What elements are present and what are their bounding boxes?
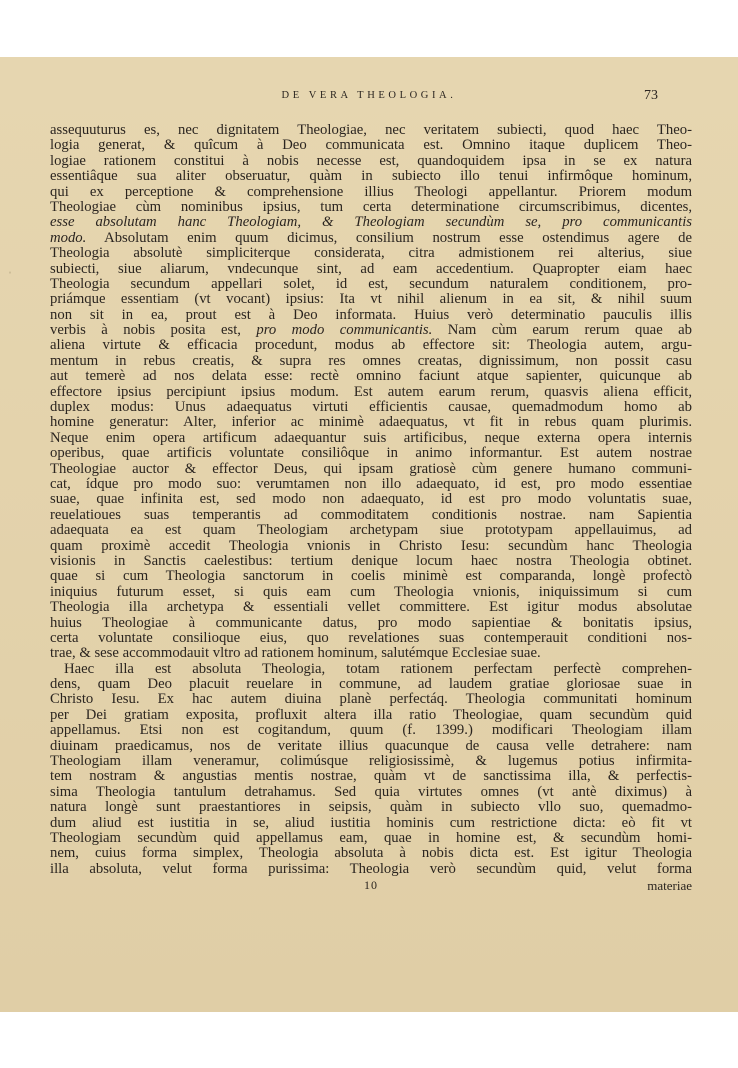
text-line: natura longè sunt praestantiores in seipsis, quàm in subiecto vllo suo, quemadmo- xyxy=(50,800,692,816)
text-line: Christo Iesu. Ex hac autem diuina planè perfectáq. Theologia communitati hominum xyxy=(50,692,692,708)
running-title: DE VERA THEOLOGIA. xyxy=(281,90,457,101)
text-line: adaequata ea est quam Theologiam archetypam siue prototypam appellauimus, ad xyxy=(50,523,692,539)
signature-mark: 10 xyxy=(364,878,378,893)
text-line: Theologia illa archetypa & essentiali vellet committere. Est igitur modus absolutae xyxy=(50,600,692,616)
margin-mark: ˌ xyxy=(8,260,12,274)
text-line: essentiâque sua aliter obseruatur, quàm in subiecto illo tenui infirmôque hominum, xyxy=(50,169,692,185)
italic-phrase: esse absolutam hanc Theologiam, & Theologiam secundùm se, pro communicantis xyxy=(50,215,692,231)
text-line: non sit in ea, prout est à Deo informata. Huius verò determinatio pauculis illis xyxy=(50,307,692,323)
text-line: huius Theologiae à communicante datus, pro modo sapientiae & bonitatis ipsius, xyxy=(50,615,692,631)
text-line: tem nostram & angustias mentis nostrae, quàm vt de sanctissima illa, & perfectis- xyxy=(50,769,692,785)
text-line: priámque essentiam (vt vocant) ipsius: Ita vt nihil alienum in ea sit, & nihil suum xyxy=(50,292,692,308)
text-line: iniquius futurum esset, si quis eam cum Theologia vnionis, iniquissimum si cum xyxy=(50,584,692,600)
text-line: modo. Absolutam enim quum dicimus, consilium nostrum esse ostendimus agere de xyxy=(50,230,692,246)
text-line: illa absoluta, velut forma purissima: Theologia verò secundùm quid, velut forma xyxy=(50,861,692,877)
italic-phrase: pro modo communicantis. xyxy=(256,323,433,339)
text-line: qui ex perceptione & comprehensione illius Theologi appellantur. Priorem modum xyxy=(50,184,692,200)
text-line: quam proximè accedit Theologia vnionis in Christo Iesu: secundùm hanc Theologia xyxy=(50,538,692,554)
book-page xyxy=(0,57,738,1012)
text-line: effectore ipsius percipiunt ipsius modum. Est autem earum rerum, quasvis aliena efficit, xyxy=(50,384,692,400)
catchword: materiae xyxy=(647,878,692,894)
text-line: assequuturus es, nec dignitatem Theologiae, nec veritatem subiecti, quod haec Theo- xyxy=(50,123,692,138)
text-line: aliena virtute & efficacia procedunt, modus ab effectore sit: Theologia autem, argu- xyxy=(50,338,692,354)
text-line: Neque enim opera artificum adaequantur suis artificibus, neque externa opera internis xyxy=(50,430,692,446)
text-line: dens, quam Deo placuit reuelare in commune, ad laudem gratiae gloriosae suae in xyxy=(50,677,692,693)
text-line: aut temerè ad nos delata esse: rectè omnino faciunt atque sapienter, quicunque ab xyxy=(50,369,692,385)
text-line-italic xyxy=(50,215,692,230)
body-text xyxy=(50,123,692,893)
text-line: Theologiam secundùm quid appellamus eam, quae in homine est, & secundùm homi- xyxy=(50,830,692,846)
text-line: subiecti, siue aliarum, vndecunque sint, ad eam accedentium. Quapropter eiam haec xyxy=(50,261,692,277)
text-line: Theologiae auctor & effector Deus, qui ipsam gratiosè cùm genere humano communi- xyxy=(50,461,692,477)
text-line: Theologiam illam veneramur, colimúsque religiosissimè, & lugemus potius infirmita- xyxy=(50,754,692,770)
text-line: visionis in Sanctis caelestibus: tertium denique locum haec nostra Theologia obtinet. xyxy=(50,553,692,569)
text-line: trae, & sese accommodauit vltro ad rationem hominum, salutémque Ecclesiae suae. xyxy=(50,646,541,662)
paragraph-start: Haec illa est absoluta Theologia, totam rationem perfectam perfectè comprehen- xyxy=(64,661,692,677)
page-footer xyxy=(50,877,692,893)
text-line: logiae rationem constitui à nobis necesse est, quandoquidem ipsa in se ex natura xyxy=(50,153,692,169)
text-line: mentum in rebus creatis, & supra res omnes creatas, dignissimum, non possit casu xyxy=(50,353,692,369)
text-line: operibus, quae artificis voluntate consiliôque in animo informantur. Est autem nostrae xyxy=(50,446,692,462)
text-line: appellamus. Etsi non est cogitandum, quum (f. 1399.) modificari Theologiam illam xyxy=(50,723,692,739)
text-line: quae si cum Theologia sanctorum in coelis minimè est comparanda, longè profectò xyxy=(50,569,692,585)
text-line: diuinam praedicamus, nos de veritate illius quacunque de causa velle detrahere: nam xyxy=(50,738,692,754)
text-line: Theologiae cùm nominibus ipsius, tum certa determinatione circumscribimus, dicentes, xyxy=(50,199,692,215)
text-line: Theologia secundum appellari solet, id est, secundum naturalem conditionem, pro- xyxy=(50,276,692,292)
text-line: homine generatur: Alter, inferior ac minimè adaequatus, vt fit in rebus quam plurimis. xyxy=(50,415,692,431)
text-line: nem, cuius forma simplex, Theologia absoluta à nobis dicta est. Est igitur Theologia xyxy=(50,846,692,862)
text-line: logia generat, & quîcum à Deo communicata est. Omnino itaque duplicem Theo- xyxy=(50,138,692,154)
italic-phrase: modo. xyxy=(50,230,87,246)
running-head xyxy=(0,89,738,105)
text-line: per Dei gratiam exposita, profluxit altera illa ratio Theologiae, quam secundùm quid xyxy=(50,707,692,723)
text-line: cat, ídque pro modo suo: verumtamen non illo adaequato, id est, pro modo essentiae xyxy=(50,476,692,492)
text-line: certa voluntate consilioque eius, quo revelationes suas contemperauit conditioni nos- xyxy=(50,630,692,646)
text-line: sima Theologia tantulum detrahamus. Sed quia virtutes omnes (vt antè diximus) à xyxy=(50,784,692,800)
page-number: 73 xyxy=(644,88,658,103)
text-line: suae, quae infinita est, sed modo non adaequato, id est pro modo voluntatis suae, xyxy=(50,492,692,508)
text-line: reuelatioues suas temperantis ad commoditatem conditionis nostrae. nam Sapientia xyxy=(50,507,692,523)
text-line: verbis à nobis posita est, pro modo communicantis. Nam cùm earum rerum quae ab xyxy=(50,323,692,339)
text-line: Theologia absolutè simpliciterque considerata, citra admistionem rei alterius, siue xyxy=(50,246,692,262)
text-line: duplex modus: Unus adaequatus virtuti efficientis causae, quemadmodum homo ab xyxy=(50,400,692,416)
text-line: dum aliud est iustitia in se, aliud iustitia hominis cum restrictione dicta: eò fit vt xyxy=(50,815,692,831)
